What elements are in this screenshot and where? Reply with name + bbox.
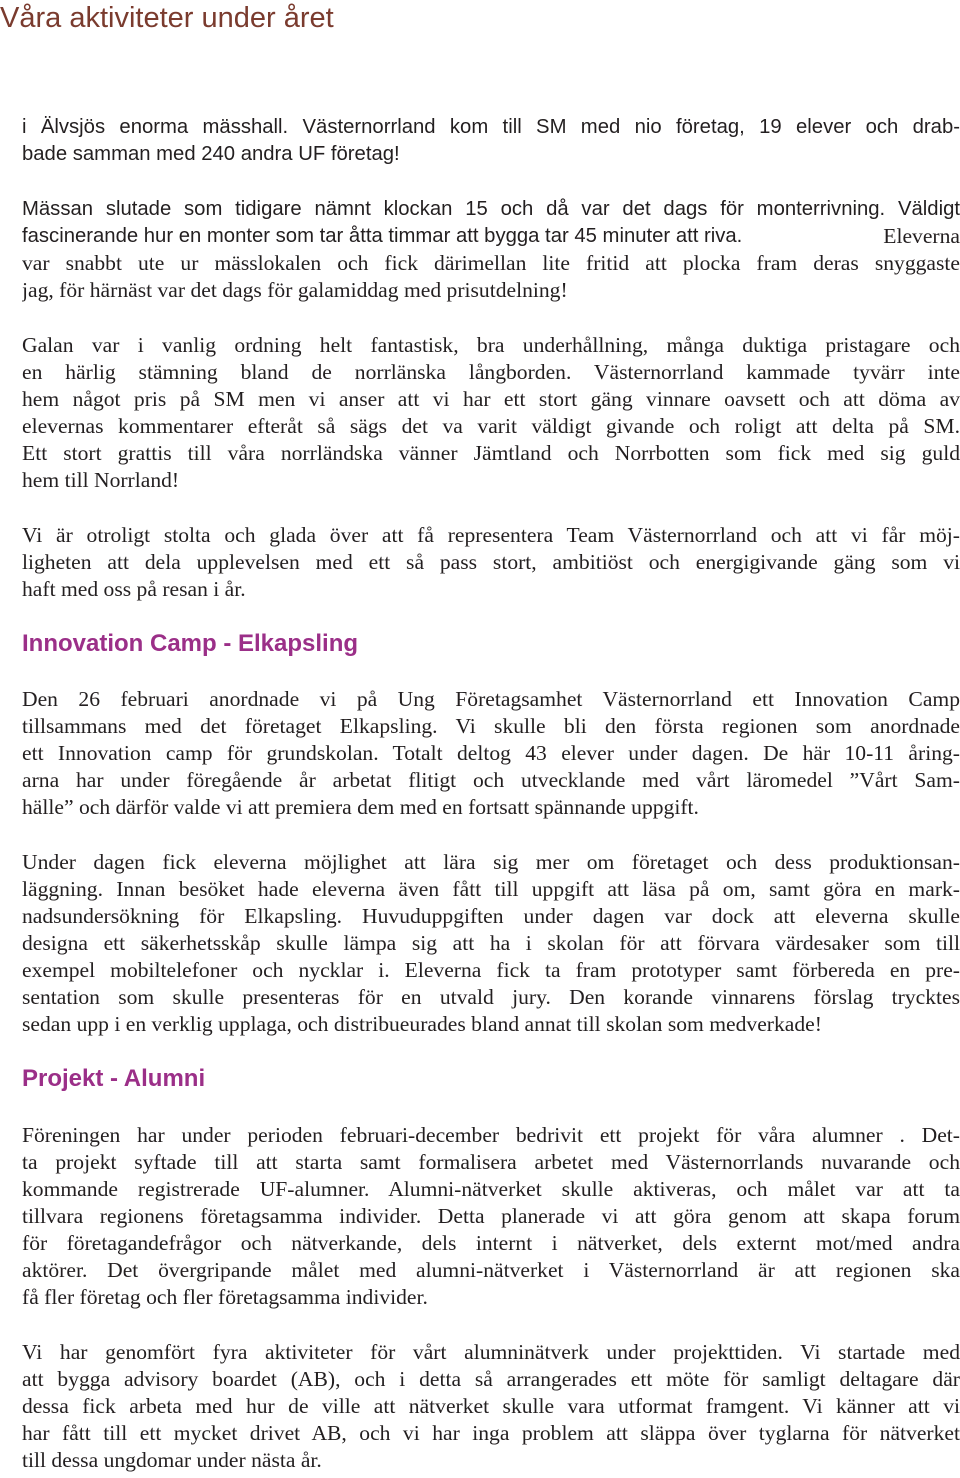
text-line: för företagandefrågor och nätverkande, dels internt i nätverket, dels externt mot/med andra: [22, 1231, 960, 1255]
text-line: hälle” och därför valde vi att premiera dem med en fortsatt spännande uppgift.: [22, 795, 699, 819]
text-line: hem något pris på SM men vi anser att vi har ett stort gäng vinnare oavsett och att döma av: [22, 387, 960, 411]
text-line: dessa fick arbeta med hur de ville att nätverket skulle vara utformat framgent. Vi känner att vi: [22, 1394, 960, 1418]
text-line: ett Innovation camp för grundskolan. Totalt deltog 43 elever under dagen. De här 10-11 åring-: [22, 741, 960, 765]
text-line: aktörer. Det övergripande målet med alumni-nätverket i Västernorrland är att regionen ska: [22, 1258, 960, 1282]
text-line: sedan upp i en verklig upplaga, och distribueurades bland annat till skolan som medverkade!: [22, 1012, 822, 1036]
text-line: ta projekt syftade till att starta samt formalisera arbetet med Västernorrlands nuvarande och: [22, 1150, 960, 1174]
page-title: Våra aktiviteter under året: [0, 2, 334, 34]
text-line-sans-part: fascinerande hur en monter som tar åtta timmar att bygga tar 45 minuter att riva.: [22, 225, 743, 247]
text-line: hem till Norrland!: [22, 468, 180, 492]
text-line: få fler företag och fler företagsamma individer.: [22, 1285, 428, 1309]
paragraph-monterrivning: [22, 196, 960, 250]
text-line: har fått till ett mycket drivet AB, och vi har inga problem att släppa över tyglarna för nätverket: [22, 1421, 960, 1445]
text-line: Galan var i vanlig ordning helt fantastisk, bra underhållning, många duktiga pristagare och: [22, 333, 960, 357]
text-line: sentation som skulle presenteras för en utvald jury. Den korande vinnarens förslag trycktes: [22, 985, 960, 1009]
text-line: arna har under föregående år arbetat flitigt och utvecklande med vårt läromedel ”Vårt Sam-: [22, 768, 960, 792]
section-heading-innovation-camp: Innovation Camp - Elkapsling: [22, 630, 359, 657]
text-line: exempel mobiltelefoner och nycklar i. Eleverna fick ta fram prototyper samt förbereda en pre-: [22, 958, 960, 982]
text-line: haft med oss på resan i år.: [22, 577, 246, 601]
text-line: elevernas kommentarer efteråt så sägs det va varit väldigt givande och roligt att delta på SM.: [22, 414, 960, 438]
text-line: Föreningen har under perioden februari-december bedrivit ett projekt för våra alumner . Det-: [22, 1123, 960, 1147]
text-line-serif-part: Eleverna: [883, 224, 960, 248]
section-heading-alumni: Projekt - Alumni: [22, 1065, 206, 1092]
text-line: designa ett säkerhetsskåp skulle lämpa sig att ha i skolan för att förvara värdesaker som till: [22, 931, 960, 955]
text-line: [22, 223, 960, 250]
text-line: en härlig stämning bland de norrlänska långborden. Västernorrland kammade tyvärr inte: [22, 360, 960, 384]
paragraph-eleverna: [22, 250, 960, 304]
text-line: tillsammans med det företaget Elkapsling. Vi skulle bli den första regionen som anordnade: [22, 714, 960, 738]
paragraph-sm-fair: [22, 114, 960, 168]
paragraph-alumni-2: [22, 1339, 960, 1474]
paragraph-innovation-camp-2: [22, 849, 960, 1038]
paragraph-alumni-1: [22, 1122, 960, 1311]
text-line: ligheten att dela upplevelsen med ett så pass stort, ambitiöst och energigivande gäng som vi: [22, 550, 960, 574]
paragraph-innovation-camp-1: [22, 686, 960, 821]
text-line: Under dagen fick eleverna möjlighet att lära sig mer om företaget och dess produktionsan-: [22, 850, 960, 874]
text-line: Den 26 februari anordnade vi på Ung Företagsamhet Västernorrland ett Innovation Camp: [22, 687, 960, 711]
text-line: kommande registrerade UF-alumner. Alumni-nätverket skulle aktiveras, och målet var att ta: [22, 1177, 960, 1201]
text-line: till dessa ungdomar under nästa år.: [22, 1448, 322, 1472]
paragraph-galan: [22, 332, 960, 494]
text-line: Ett stort grattis till våra norrländska vänner Jämtland och Norrbotten som fick med sig guld: [22, 441, 960, 465]
text-line: Vi är otroligt stolta och glada över att få representera Team Västernorrland och att vi får möj-: [22, 523, 960, 547]
text-line: i Älvsjös enorma mässhall. Västernorrland kom till SM med nio företag, 19 elever och drab-: [22, 116, 960, 138]
text-line: nadsundersökning för Elkapsling. Huvuduppgiften under dagen var dock att eleverna skulle: [22, 904, 960, 928]
text-line: tillvara regionens företagsamma individer. Detta planerade vi att göra genom att skapa forum: [22, 1204, 960, 1228]
text-line: läggning. Innan besöket hade eleverna även fått till uppgift att läsa på om, samt göra en mark-: [22, 877, 960, 901]
paragraph-team: [22, 522, 960, 603]
text-line: bade samman med 240 andra UF företag!: [22, 143, 400, 165]
text-line: att bygga advisory boardet (AB), och i detta så arrangerades ett möte för samligt deltagare där: [22, 1367, 960, 1391]
text-line: Mässan slutade som tidigare nämnt klockan 15 och då var det dags för monterrivning. Väldigt: [22, 198, 960, 220]
text-line: Vi har genomfört fyra aktiviteter för vårt alumninätverk under projekttiden. Vi startade med: [22, 1340, 960, 1364]
text-line: jag, för härnäst var det dags för galamiddag med prisutdelning!: [22, 278, 568, 302]
text-line: var snabbt ute ur mässlokalen och fick därimellan lite fritid att plocka fram deras snyggaste: [22, 251, 960, 275]
